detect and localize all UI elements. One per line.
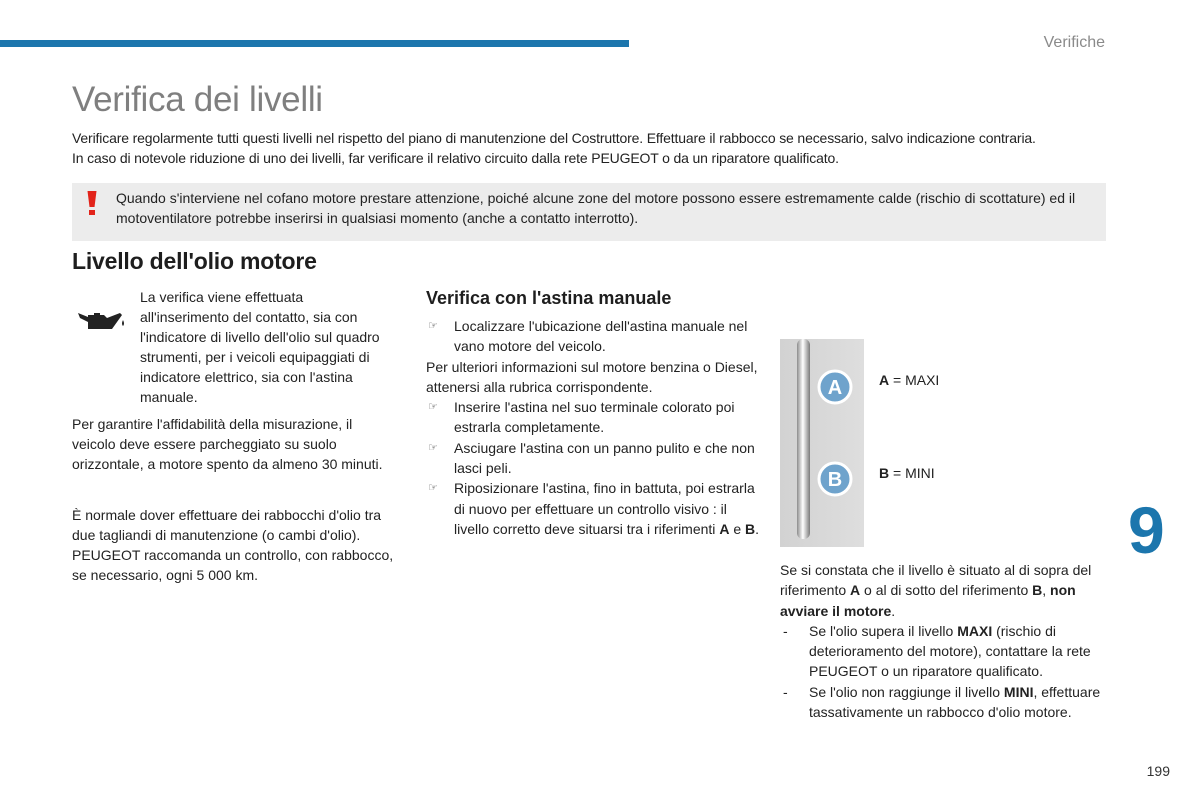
exclamation-icon bbox=[85, 190, 99, 216]
oil-paragraph-1: La verifica viene effettuata all'inserimento del contatto, sia con l'indicatore di livello dell'olio sul quadro strumenti, per i veicoli equipaggiati di indicatore elettrico, sia con l'astina manuale. bbox=[140, 289, 380, 405]
list-item bbox=[426, 438, 761, 479]
level-instructions bbox=[780, 560, 1110, 722]
list-item bbox=[780, 621, 1110, 682]
mark-a-badge bbox=[819, 371, 851, 403]
dash-bullet: - bbox=[783, 622, 788, 639]
oil-paragraph-3: È normale dover effettuare dei rabbocchi d'olio tra due tagliandi di manutenzione (o cambi d'olio). PEUGEOT raccomanda un controllo, con rabbocco, se necessario, ogni 5 000 km. bbox=[72, 507, 394, 583]
oil-paragraph-2: Per garantire l'affidabilità della misurazione, il veicolo deve essere parcheggiato su suolo orizzontale, a motore spento da almeno 30 minuti. bbox=[72, 416, 383, 472]
intro-line-1: Verificare regolarmente tutti questi livelli nel rispetto del piano di manutenzione del Costruttore. Effettuare il rabbocco se necessario, salvo indicazione contraria. bbox=[72, 130, 1036, 146]
warning-text: Quando s'interviene nel cofano motore prestare attenzione, poiché alcune zone del motore possono essere estremamente calde (rischio di scottature) ed il motoventilatore potrebbe inserirsi in qualsiasi momento (anche a contatto interrotto). bbox=[116, 190, 1076, 226]
level-intro: Se si constata che il livello è situato al di sopra del riferimento A o al di sotto del riferimento B, non avviare il motore. bbox=[780, 562, 1092, 619]
step-text: Localizzare l'ubicazione dell'astina manuale nel vano motore del veicolo. bbox=[454, 318, 748, 355]
list-item bbox=[780, 682, 1110, 723]
dash-bullet: - bbox=[783, 683, 788, 700]
hand-pointer-icon: ☞ bbox=[428, 482, 438, 495]
label-mini: B = MINI bbox=[879, 465, 935, 481]
page-number: 199 bbox=[1146, 763, 1170, 779]
hand-pointer-icon: ☞ bbox=[428, 441, 438, 454]
oil-level-heading: Livello dell'olio motore bbox=[72, 248, 317, 274]
dipstick-illustration bbox=[780, 339, 864, 547]
svg-text:B: B bbox=[827, 469, 843, 491]
hand-pointer-icon: ☞ bbox=[428, 401, 438, 414]
dipstick-heading: Verifica con l'astina manuale bbox=[426, 288, 672, 308]
list-item bbox=[426, 397, 761, 438]
step-text: Riposizionare l'astina, fino in battuta, poi estrarla di nuovo per effettuare un controllo visivo : il livello corretto deve situarsi tra i riferimenti A e B. bbox=[454, 480, 760, 537]
mark-b-badge bbox=[819, 463, 851, 495]
item-text: Se l'olio supera il livello MAXI (rischio di deterioramento del motore), contattare la rete PEUGEOT o un riparatore qualificato. bbox=[809, 622, 1091, 680]
hand-pointer-icon: ☞ bbox=[428, 320, 438, 332]
engine-note: Per ulteriori informazioni sul motore benzina o Diesel, attenersi alla rubrica corrispondente. bbox=[426, 358, 758, 395]
list-item bbox=[426, 478, 761, 539]
section-label: Verifiche bbox=[1043, 34, 1105, 51]
intro-text bbox=[72, 128, 1152, 168]
step-text: Inserire l'astina nel suo terminale colorato poi estrarla completamente. bbox=[454, 399, 735, 436]
step-text: Asciugare l'astina con un panno pulito e che non lasci peli. bbox=[454, 439, 755, 477]
intro-line-2: In caso di notevole riduzione di uno dei livelli, far verificare il relativo circuito dalla rete PEUGEOT o da un riparatore qualificato. bbox=[72, 150, 839, 166]
page-title: Verifica dei livelli bbox=[72, 80, 323, 119]
chapter-number: 9 bbox=[1128, 493, 1165, 567]
list-item bbox=[426, 316, 761, 357]
svg-text:A: A bbox=[827, 377, 843, 399]
dipstick-steps bbox=[426, 316, 761, 539]
item-text: Se l'olio non raggiunge il livello MINI, effettuare tassativamente un rabbocco d'olio motore. bbox=[809, 683, 1101, 721]
top-accent-bar bbox=[0, 40, 629, 47]
label-maxi: A = MAXI bbox=[879, 372, 940, 388]
oil-can-icon bbox=[76, 306, 128, 336]
